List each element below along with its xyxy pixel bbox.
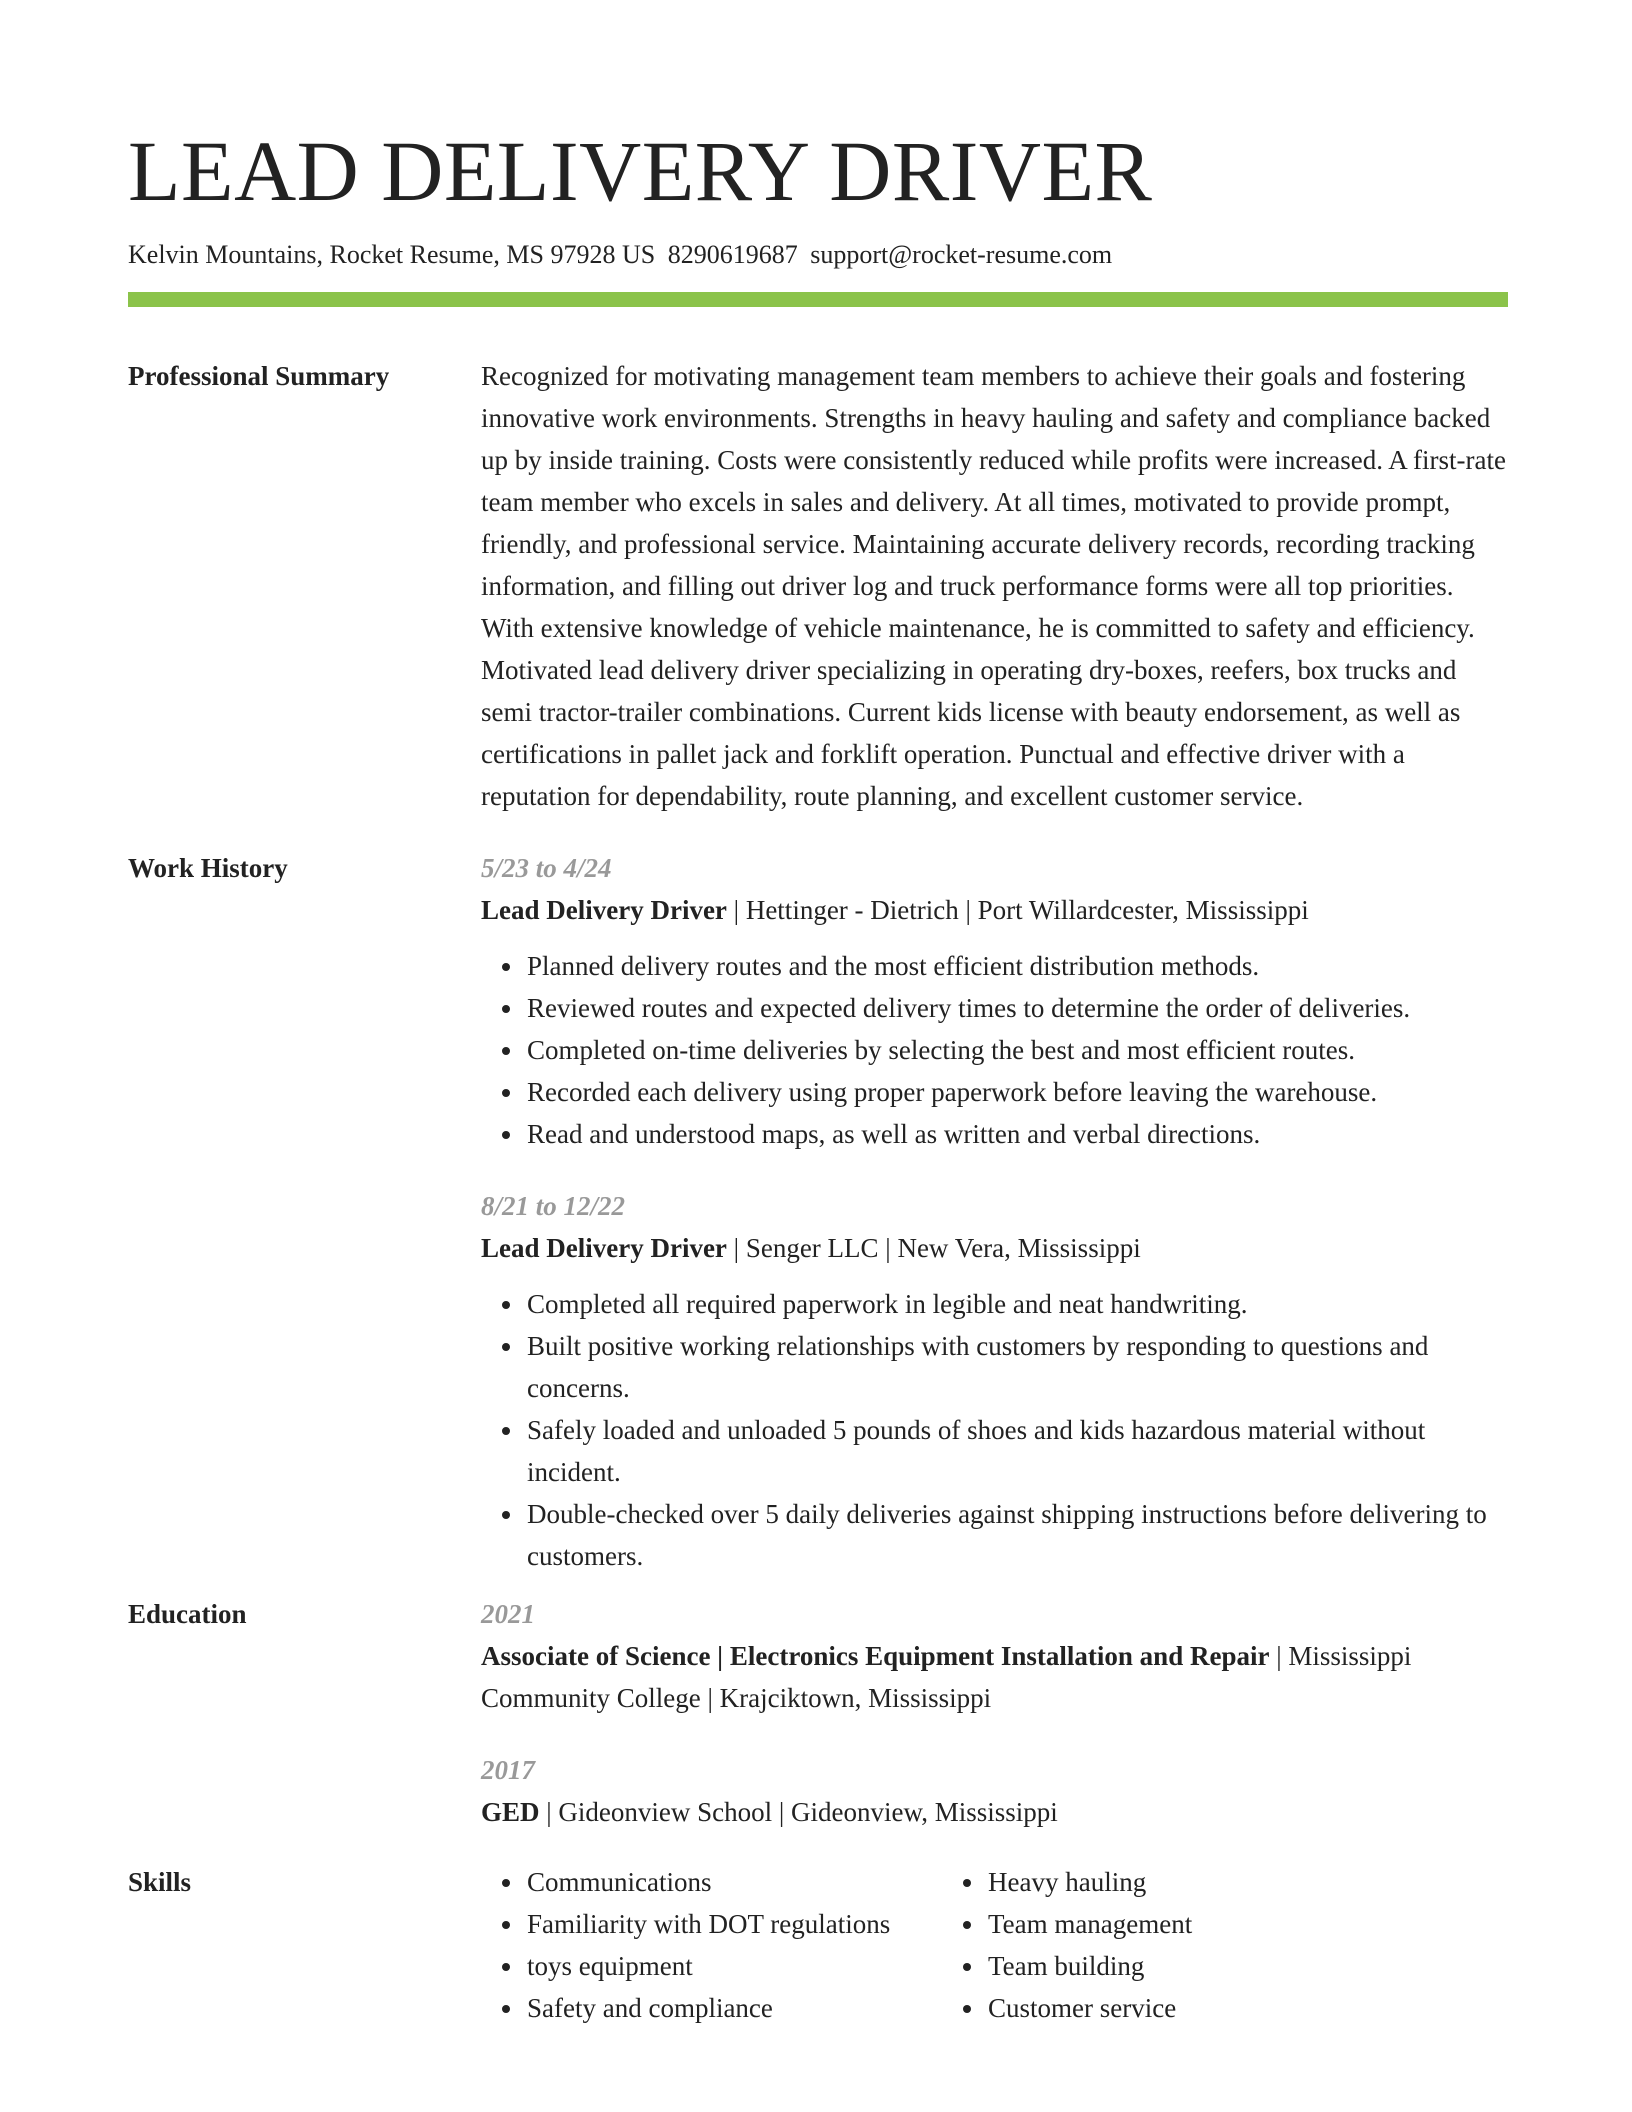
skills-section <box>128 1861 1508 2029</box>
contact-phone: 8290619687 <box>667 240 798 269</box>
work-history-section-label: Work History <box>128 853 288 883</box>
header-divider <box>128 292 1508 307</box>
skills-section-body <box>481 1861 1508 2029</box>
job-title: Lead Delivery Driver <box>481 1233 727 1263</box>
education-section <box>128 1593 1508 1833</box>
skills-list-right <box>942 1861 1403 2029</box>
job-bullet: • Double-checked over 5 daily deliveries against shipping instructions before delivering to customers. <box>525 1493 1508 1577</box>
education-year: 2021 <box>481 1599 535 1629</box>
job-title: Lead Delivery Driver <box>481 895 727 925</box>
resume-name-heading: LEAD DELIVERY DRIVER <box>128 123 1153 219</box>
contact-address: Kelvin Mountains, Rocket Resume, MS 97928 US <box>128 240 656 269</box>
summary-text: Recognized for motivating management team members to achieve their goals and fostering innovative work environments. Strengths in heavy hauling and safety and compliance backed up by inside training. Costs were consistently reduced while profits were increased. A first-rate team member who excels in sales and delivery. At all times, motivated to provide prompt, friendly, and professional service. Maintaining accurate delivery records, recording tracking information, and filling out driver log and truck performance forms were all top priorities. With extensive knowledge of vehicle maintenance, he is committed to safety and efficiency. Motivated lead delivery driver specializing in operating dry-boxes, reefers, box trucks and semi tractor-trailer combinations. Current kids license with beauty endorsement, as well as certifications in pallet jack and forklift operation. Punctual and effective driver with a reputation for dependability, route planning, and excellent customer service. <box>481 361 1506 811</box>
education-title-line <box>481 1635 1508 1719</box>
job-bullet: • Completed all required paperwork in legible and neat handwriting. <box>525 1283 1508 1325</box>
resume-page <box>128 118 1508 2029</box>
job-bullet: • Read and understood maps, as well as written and verbal directions. <box>525 1113 1508 1155</box>
job-bullet: • Built positive working relationships with customers by responding to questions and concerns. <box>525 1325 1508 1409</box>
skill-item: • Safety and compliance <box>525 1987 942 2029</box>
skills-grid <box>481 1861 1508 2029</box>
skill-item: • Customer service <box>986 1987 1403 2029</box>
skill-item: • Team building <box>986 1945 1403 1987</box>
job-bullet: • Completed on-time deliveries by selecting the best and most efficient routes. <box>525 1029 1508 1071</box>
education-school-location: | Gideonview School | Gideonview, Mississippi <box>539 1797 1058 1827</box>
job-entry <box>481 847 1508 1155</box>
summary-section-body <box>481 355 1508 817</box>
education-section-body <box>481 1593 1508 1833</box>
skill-item: • toys equipment <box>525 1945 942 1987</box>
contact-line <box>128 238 1508 272</box>
education-section-label: Education <box>128 1599 247 1629</box>
work-history-section-body <box>481 847 1508 1577</box>
skills-section-label: Skills <box>128 1867 192 1897</box>
job-bullet: • Safely loaded and unloaded 5 pounds of shoes and kids hazardous material without incident. <box>525 1409 1508 1493</box>
summary-section <box>128 355 1508 817</box>
skill-item: • Communications <box>525 1861 942 1903</box>
education-entry <box>481 1749 1508 1833</box>
job-bullet-list <box>481 945 1508 1155</box>
education-entry <box>481 1593 1508 1719</box>
job-bullet: • Reviewed routes and expected delivery times to determine the order of deliveries. <box>525 987 1508 1029</box>
education-degree: GED <box>481 1797 540 1827</box>
job-dates: 8/21 to 12/22 <box>481 1191 626 1221</box>
summary-section-label: Professional Summary <box>128 361 390 391</box>
job-dates: 5/23 to 4/24 <box>481 853 612 883</box>
skills-list-left <box>481 1861 942 2029</box>
education-title-line <box>481 1791 1508 1833</box>
skill-item: • Familiarity with DOT regulations <box>525 1903 942 1945</box>
education-school-location: | Mississippi Community College | Krajciktown, Mississippi <box>481 1641 1412 1713</box>
contact-email: support@rocket-resume.com <box>810 240 1113 269</box>
skill-item: • Heavy hauling <box>986 1861 1403 1903</box>
job-bullet: • Planned delivery routes and the most efficient distribution methods. <box>525 945 1508 987</box>
education-year: 2017 <box>481 1755 535 1785</box>
work-history-section <box>128 847 1508 1577</box>
job-title-line <box>481 889 1508 931</box>
job-employer-location: | Hettinger - Dietrich | Port Willardcester, Mississippi <box>726 895 1309 925</box>
education-degree: Associate of Science | Electronics Equipment Installation and Repair <box>481 1641 1270 1671</box>
job-bullet-list <box>481 1283 1508 1577</box>
job-entry <box>481 1185 1508 1577</box>
job-title-line <box>481 1227 1508 1269</box>
job-employer-location: | Senger LLC | New Vera, Mississippi <box>726 1233 1141 1263</box>
skill-item: • Team management <box>986 1903 1403 1945</box>
job-bullet: • Recorded each delivery using proper paperwork before leaving the warehouse. <box>525 1071 1508 1113</box>
